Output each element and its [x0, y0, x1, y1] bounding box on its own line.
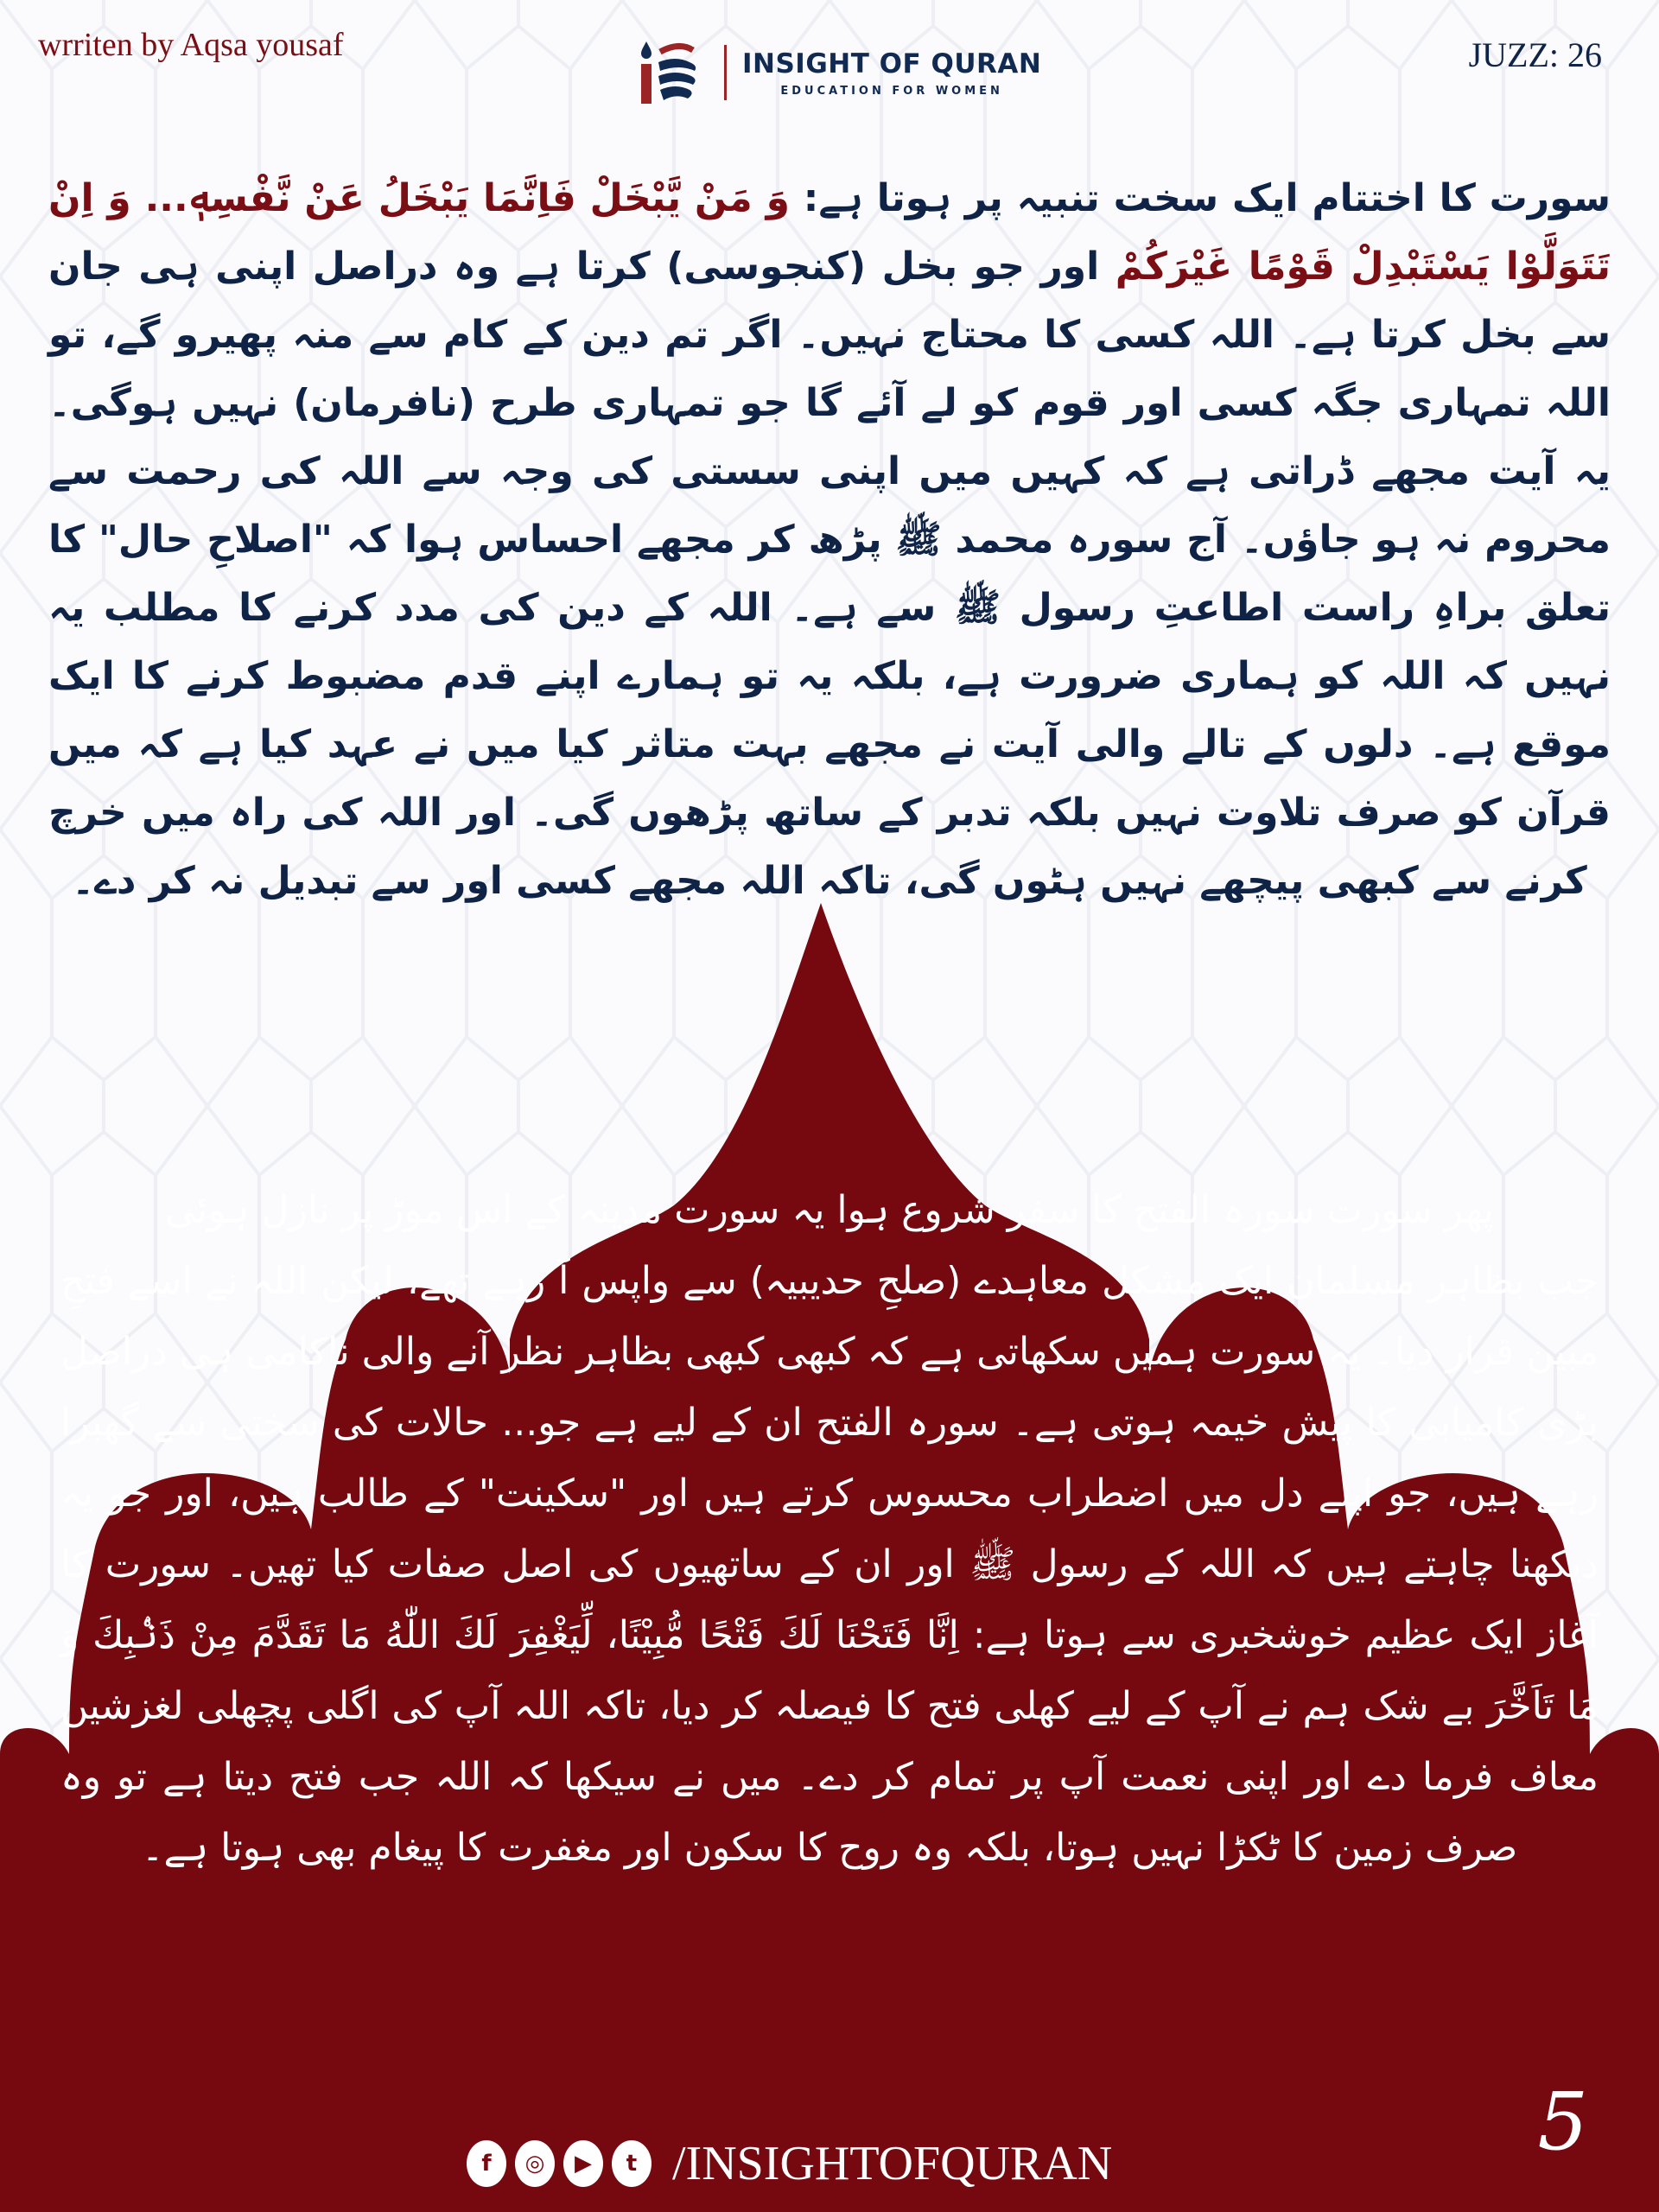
- surah-fath-heading: پھر سورت سورہ الفتح کا سفر شروع ہوا یہ سورت مدینہ کے اس موڑ پر نازل ہوئی: [165, 1188, 1494, 1232]
- surah-fath-body-1: جب بظاہر مسلمان ایک مشکل معاہدے (صلحِ حدیبیہ) سے واپس آ رہے تھے، لیکن اللہ نے اسے فتحِ مبین قرار دیا۔ یہ سورت ہمیں سکھاتی ہے کہ کبھی کبھی بظاہر نظر آنے والی ناکامی ہی دراصل بڑی کامیابی کا پیش خیمہ ہوتی ہے۔ سورہ الفتح ان کے لیے ہے جو... حالات کی سختی سے گھبرا رہے ہیں، جو اپنے دل میں اضطراب محسوس کرتے ہیں اور "سکینت" کے طالب ہیں، اور جو یہ دیکھنا چاہتے ہیں کہ اللہ کے رسول ﷺ اور ان کے ساتھیوں کی اصل صفات کیا تھیں۔ سورت کا آغاز ایک عظیم خوشخبری سے ہوتا ہے:: [60, 1259, 1599, 1657]
- juzz-number: JUZZ: 26: [1468, 35, 1602, 74]
- quran-ayah-fath: اِنَّا فَتَحْنَا لَكَ فَتْحًا مُّبِيْنًا، لِّيَغْفِرَ لَكَ اللّٰهُ مَا تَقَدَّمَ مِنْ ذَنْۢبِكَ وَ مَا تَاَخَّرَ: [60, 1613, 1599, 1728]
- social-handle[interactable]: /INSIGHTOFQURAN: [672, 2137, 1113, 2190]
- insight-of-quran-logo-icon: [638, 40, 715, 105]
- brand-logo: [638, 40, 1041, 105]
- quran-ayah: وَ مَنْ يَّبْخَلْ فَاِنَّمَا يَبْخَلُ عَنْ نَّفْسِهٖ... وَ اِنْ تَتَوَلَّوْا يَسْتَبْدِلْ قَوْمًا غَيْرَكُمْ: [48, 176, 1611, 289]
- top-reflection-paragraph: [48, 164, 1611, 915]
- header: [0, 0, 1659, 121]
- logo-divider: [724, 45, 727, 100]
- reflection-body: اور جو بخل (کنجوسی) کرتا ہے وہ دراصل اپنی ہی جان سے بخل کرتا ہے۔ اللہ کسی کا محتاج نہیں۔ اگر تم دین کے کام سے منہ پھیرو گے، تو اللہ تمہاری جگہ کسی اور قوم کو لے آئے گا جو تمہاری طرح (نافرمان) نہیں ہوگی۔ یہ آیت مجھے ڈراتی ہے کہ کہیں میں اپنی سستی کی وجہ سے اللہ کی رحمت سے محروم نہ ہو جاؤں۔ آج سورہ محمد ﷺ پڑھ کر مجھے احساس ہوا کہ "اصلاحِ حال" کا تعلق براہِ راست اطاعتِ رسول ﷺ سے ہے۔ اللہ کے دین کی مدد کرنے کا مطلب یہ نہیں کہ اللہ کو ہماری ضرورت ہے، بلکہ یہ تو ہمارے اپنے قدم مضبوط کرنے کا ایک موقع ہے۔ دلوں کے تالے والی آیت نے مجھے بہت متاثر کیا میں نے عہد کیا ہے کہ میں قرآن کو صرف تلاوت نہیں بلکہ تدبر کے ساتھ پڑھوں گی۔ اور اللہ کی راہ میں خرچ کرنے سے کبھی پیچھے نہیں ہٹوں گی، تاکہ اللہ مجھے کسی اور سے تبدیل نہ کر دے۔: [48, 245, 1611, 903]
- logo-subtitle: EDUCATION FOR WOMEN: [780, 84, 1003, 98]
- social-footer: [467, 2136, 1112, 2191]
- instagram-icon[interactable]: ◎: [515, 2140, 555, 2187]
- youtube-icon[interactable]: ▶: [563, 2140, 603, 2187]
- author-credit: wrriten by Aqsa yousaf: [38, 27, 344, 63]
- page-number: 5: [1537, 2075, 1588, 2168]
- surah-fath-body-2: بے شک ہم نے آپ کے لیے کھلی فتح کا فیصلہ کر دیا، تاکہ اللہ آپ کی اگلی پچھلی لغزشیں معاف فرما دے اور اپنی نعمت آپ پر تمام کر دے۔ میں نے سیکھا کہ اللہ جب فتح دیتا ہے تو وہ صرف زمین کا ٹکڑا نہیں ہوتا، بلکہ وہ روح کا سکون اور مغفرت کا پیغام بھی ہوتا ہے۔: [60, 1684, 1599, 1870]
- bottom-surah-fath-paragraph: [60, 1175, 1599, 1884]
- facebook-icon[interactable]: f: [467, 2140, 506, 2187]
- twitter-icon[interactable]: t: [612, 2140, 652, 2187]
- logo-title: INSIGHT OF QURAN: [742, 48, 1042, 79]
- intro-text: سورت کا اختتام ایک سخت تنبیہ پر ہوتا ہے:: [803, 176, 1611, 220]
- logo-text: [742, 48, 1041, 98]
